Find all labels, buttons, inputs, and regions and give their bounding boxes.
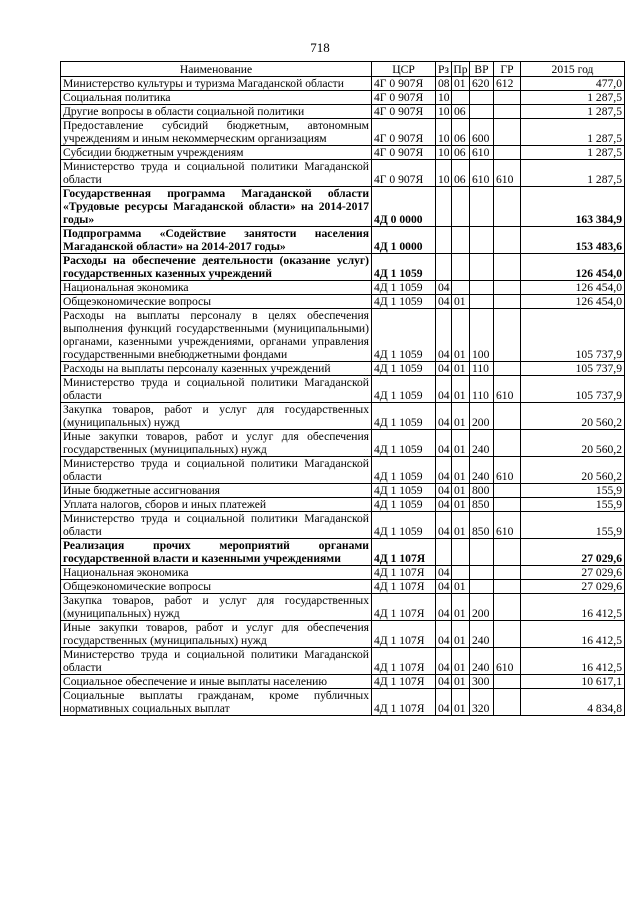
- row-pr-cell: [452, 91, 470, 105]
- row-vr-cell: 240: [470, 648, 494, 675]
- table-row: [61, 146, 625, 160]
- row-csr-cell: 4Д 1 1059: [372, 362, 436, 376]
- row-name-cell: Субсидии бюджетным учреждениям: [61, 146, 372, 160]
- row-pr-cell: 06: [452, 105, 470, 119]
- table-body: [61, 77, 625, 716]
- row-pr-cell: 06: [452, 119, 470, 146]
- row-gr-cell: 610: [494, 648, 521, 675]
- row-vr-cell: 610: [470, 160, 494, 187]
- row-name-cell: Подпрограмма «Содействие занятости населения Магаданской области» на 2014-2017 годы»: [61, 227, 372, 254]
- row-gr-cell: [494, 498, 521, 512]
- row-rz-cell: [436, 539, 452, 566]
- header-pr: Пр: [453, 62, 468, 76]
- table-row: [61, 403, 625, 430]
- row-rz-cell: 04: [436, 566, 452, 580]
- row-vr-cell: [470, 91, 494, 105]
- row-amount-cell: 1 287,5: [521, 119, 625, 146]
- row-amount-cell: 105 737,9: [521, 362, 625, 376]
- row-vr-cell: 200: [470, 594, 494, 621]
- row-gr-cell: [494, 105, 521, 119]
- row-pr-cell: 01: [452, 376, 470, 403]
- row-amount-cell: 16 412,5: [521, 594, 625, 621]
- table-row: [61, 119, 625, 146]
- row-csr-cell: 4Д 1 1059: [372, 403, 436, 430]
- row-vr-cell: 110: [470, 376, 494, 403]
- row-amount-cell: 126 454,0: [521, 281, 625, 295]
- row-gr-cell: [494, 281, 521, 295]
- row-gr-cell: 610: [494, 160, 521, 187]
- row-rz-cell: 10: [436, 146, 452, 160]
- table-row: [61, 594, 625, 621]
- row-amount-cell: 155,9: [521, 498, 625, 512]
- row-name-cell: Национальная экономика: [61, 566, 372, 580]
- row-pr-cell: 06: [452, 160, 470, 187]
- row-pr-cell: 06: [452, 146, 470, 160]
- table-row: [61, 91, 625, 105]
- row-name-cell: Социальная политика: [61, 91, 372, 105]
- row-csr-cell: 4Д 1 107Я: [372, 594, 436, 621]
- row-rz-cell: 04: [436, 621, 452, 648]
- row-pr-cell: 01: [452, 309, 470, 362]
- row-pr-cell: 01: [452, 580, 470, 594]
- row-amount-cell: 1 287,5: [521, 91, 625, 105]
- row-csr-cell: 4Г 0 907Я: [372, 91, 436, 105]
- row-amount-cell: 10 617,1: [521, 675, 625, 689]
- row-name-cell: Министерство труда и социальной политики Магаданской области: [61, 512, 372, 539]
- row-gr-cell: [494, 689, 521, 716]
- row-gr-cell: 610: [494, 512, 521, 539]
- row-name-cell: Министерство труда и социальной политики Магаданской области: [61, 160, 372, 187]
- row-pr-cell: 01: [452, 621, 470, 648]
- table-row: [61, 295, 625, 309]
- row-vr-cell: 300: [470, 675, 494, 689]
- row-pr-cell: 01: [452, 689, 470, 716]
- row-amount-cell: 16 412,5: [521, 648, 625, 675]
- row-vr-cell: 100: [470, 309, 494, 362]
- row-csr-cell: 4Г 0 907Я: [372, 105, 436, 119]
- row-csr-cell: 4Д 1 1059: [372, 254, 436, 281]
- row-csr-cell: 4Д 1 1059: [372, 281, 436, 295]
- row-gr-cell: [494, 254, 521, 281]
- row-pr-cell: 01: [452, 403, 470, 430]
- row-name-cell: Расходы на выплаты персоналу казенных учреждений: [61, 362, 372, 376]
- row-name-cell: Министерство культуры и туризма Магаданской области: [61, 77, 372, 91]
- row-pr-cell: 01: [452, 295, 470, 309]
- header-gr: ГР: [494, 62, 521, 77]
- row-csr-cell: 4Д 1 107Я: [372, 675, 436, 689]
- row-rz-cell: 10: [436, 91, 452, 105]
- table-row: [61, 160, 625, 187]
- row-name-cell: Социальные выплаты гражданам, кроме публичных нормативных социальных выплат: [61, 689, 372, 716]
- row-csr-cell: 4Д 1 1059: [372, 512, 436, 539]
- row-name-cell: Министерство труда и социальной политики Магаданской области: [61, 457, 372, 484]
- row-pr-cell: [452, 281, 470, 295]
- header-name: Наименование: [61, 62, 372, 77]
- row-vr-cell: 240: [470, 430, 494, 457]
- row-pr-cell: 01: [452, 512, 470, 539]
- row-pr-cell: [452, 539, 470, 566]
- table-row: [61, 77, 625, 91]
- row-vr-cell: 240: [470, 621, 494, 648]
- row-rz-cell: 04: [436, 484, 452, 498]
- table-row: [61, 498, 625, 512]
- row-csr-cell: 4Д 1 107Я: [372, 580, 436, 594]
- row-amount-cell: 27 029,6: [521, 539, 625, 566]
- row-name-cell: Расходы на обеспечение деятельности (оказание услуг) государственных казенных учреждений: [61, 254, 372, 281]
- row-vr-cell: [470, 539, 494, 566]
- row-csr-cell: 4Д 1 107Я: [372, 648, 436, 675]
- table-row: [61, 689, 625, 716]
- row-gr-cell: 612: [494, 77, 521, 91]
- row-pr-cell: 01: [452, 77, 470, 91]
- row-gr-cell: [494, 675, 521, 689]
- row-rz-cell: 04: [436, 498, 452, 512]
- row-name-cell: Государственная программа Магаданской области «Трудовые ресурсы Магаданской области» на 2014-2017 годы»: [61, 187, 372, 227]
- row-amount-cell: 477,0: [521, 77, 625, 91]
- row-csr-cell: 4Д 1 1059: [372, 457, 436, 484]
- row-gr-cell: [494, 187, 521, 227]
- header-rz: Рз: [436, 62, 452, 77]
- row-pr-cell: 01: [452, 430, 470, 457]
- row-vr-cell: [470, 580, 494, 594]
- page-number: 718: [310, 40, 330, 55]
- row-amount-cell: 105 737,9: [521, 376, 625, 403]
- header-amount: 2015 год: [521, 62, 625, 77]
- row-name-cell: Общеэкономические вопросы: [61, 580, 372, 594]
- row-csr-cell: 4Г 0 907Я: [372, 146, 436, 160]
- row-amount-cell: 163 384,9: [521, 187, 625, 227]
- row-vr-cell: 800: [470, 484, 494, 498]
- row-vr-cell: [470, 105, 494, 119]
- row-vr-cell: [470, 227, 494, 254]
- table-row: [61, 648, 625, 675]
- row-amount-cell: 20 560,2: [521, 403, 625, 430]
- row-gr-cell: [494, 621, 521, 648]
- row-name-cell: Иные бюджетные ассигнования: [61, 484, 372, 498]
- row-amount-cell: 126 454,0: [521, 254, 625, 281]
- row-gr-cell: [494, 580, 521, 594]
- row-name-cell: Уплата налогов, сборов и иных платежей: [61, 498, 372, 512]
- row-vr-cell: 110: [470, 362, 494, 376]
- table-row: [61, 281, 625, 295]
- row-pr-cell: [452, 566, 470, 580]
- row-vr-cell: 320: [470, 689, 494, 716]
- row-name-cell: Реализация прочих мероприятий органами государственной власти и казенными учреждениями: [61, 539, 372, 566]
- row-rz-cell: 10: [436, 160, 452, 187]
- row-gr-cell: [494, 309, 521, 362]
- row-amount-cell: 20 560,2: [521, 457, 625, 484]
- header-vr: ВР: [470, 62, 494, 77]
- table-row: [61, 376, 625, 403]
- row-vr-cell: [470, 295, 494, 309]
- row-rz-cell: 04: [436, 594, 452, 621]
- row-rz-cell: 04: [436, 281, 452, 295]
- row-rz-cell: [436, 254, 452, 281]
- row-amount-cell: 1 287,5: [521, 105, 625, 119]
- table-row: [61, 187, 625, 227]
- row-vr-cell: [470, 281, 494, 295]
- table-row: [61, 457, 625, 484]
- row-name-cell: Другие вопросы в области социальной политики: [61, 105, 372, 119]
- row-vr-cell: 200: [470, 403, 494, 430]
- row-csr-cell: 4Г 0 907Я: [372, 160, 436, 187]
- row-gr-cell: [494, 566, 521, 580]
- table-row: [61, 362, 625, 376]
- row-amount-cell: 20 560,2: [521, 430, 625, 457]
- row-name-cell: Предоставление субсидий бюджетным, автономным учреждениям и иным некоммерческим организациям: [61, 119, 372, 146]
- row-rz-cell: 10: [436, 105, 452, 119]
- row-pr-cell: 01: [452, 594, 470, 621]
- row-gr-cell: [494, 594, 521, 621]
- row-rz-cell: 04: [436, 376, 452, 403]
- row-pr-cell: 01: [452, 362, 470, 376]
- row-csr-cell: 4Г 0 907Я: [372, 119, 436, 146]
- row-rz-cell: 04: [436, 430, 452, 457]
- row-vr-cell: 850: [470, 498, 494, 512]
- table-row: [61, 675, 625, 689]
- row-rz-cell: 04: [436, 512, 452, 539]
- row-vr-cell: [470, 187, 494, 227]
- row-rz-cell: 04: [436, 457, 452, 484]
- table-row: [61, 580, 625, 594]
- row-rz-cell: 08: [436, 77, 452, 91]
- row-pr-cell: 01: [452, 648, 470, 675]
- row-rz-cell: 10: [436, 119, 452, 146]
- row-csr-cell: 4Д 0 0000: [372, 187, 436, 227]
- header-csr: ЦСР: [372, 62, 436, 77]
- row-rz-cell: 04: [436, 689, 452, 716]
- row-name-cell: Закупка товаров, работ и услуг для государственных (муниципальных) нужд: [61, 594, 372, 621]
- row-name-cell: Социальное обеспечение и иные выплаты населению: [61, 675, 372, 689]
- row-pr-cell: [452, 227, 470, 254]
- row-csr-cell: 4Д 1 107Я: [372, 689, 436, 716]
- row-rz-cell: 04: [436, 403, 452, 430]
- row-pr-cell: 01: [452, 484, 470, 498]
- table-row: [61, 566, 625, 580]
- row-amount-cell: 1 287,5: [521, 146, 625, 160]
- row-name-cell: Министерство труда и социальной политики Магаданской области: [61, 648, 372, 675]
- row-pr-cell: 01: [452, 457, 470, 484]
- row-rz-cell: 04: [436, 648, 452, 675]
- table-row: [61, 254, 625, 281]
- row-name-cell: Иные закупки товаров, работ и услуг для обеспечения государственных (муниципальных) нужд: [61, 621, 372, 648]
- row-name-cell: Министерство труда и социальной политики Магаданской области: [61, 376, 372, 403]
- row-vr-cell: 850: [470, 512, 494, 539]
- row-rz-cell: 04: [436, 309, 452, 362]
- row-csr-cell: 4Г 0 907Я: [372, 77, 436, 91]
- row-gr-cell: 610: [494, 457, 521, 484]
- row-csr-cell: 4Д 1 1059: [372, 376, 436, 403]
- row-csr-cell: 4Д 1 107Я: [372, 566, 436, 580]
- row-gr-cell: 610: [494, 376, 521, 403]
- table-row: [61, 512, 625, 539]
- row-gr-cell: [494, 227, 521, 254]
- row-vr-cell: 600: [470, 119, 494, 146]
- row-pr-cell: 01: [452, 675, 470, 689]
- table-row: [61, 309, 625, 362]
- row-rz-cell: [436, 187, 452, 227]
- row-name-cell: Закупка товаров, работ и услуг для государственных (муниципальных) нужд: [61, 403, 372, 430]
- row-vr-cell: [470, 254, 494, 281]
- row-csr-cell: 4Д 1 1059: [372, 309, 436, 362]
- table-row: [61, 227, 625, 254]
- row-csr-cell: 4Д 1 107Я: [372, 621, 436, 648]
- row-amount-cell: 16 412,5: [521, 621, 625, 648]
- row-gr-cell: [494, 484, 521, 498]
- row-csr-cell: 4Д 1 1059: [372, 498, 436, 512]
- row-pr-cell: [452, 187, 470, 227]
- row-amount-cell: 4 834,8: [521, 689, 625, 716]
- row-gr-cell: [494, 403, 521, 430]
- table-row: [61, 621, 625, 648]
- row-name-cell: Иные закупки товаров, работ и услуг для обеспечения государственных (муниципальных) нужд: [61, 430, 372, 457]
- row-gr-cell: [494, 430, 521, 457]
- row-amount-cell: 105 737,9: [521, 309, 625, 362]
- row-rz-cell: 04: [436, 295, 452, 309]
- row-name-cell: Национальная экономика: [61, 281, 372, 295]
- row-amount-cell: 126 454,0: [521, 295, 625, 309]
- row-gr-cell: [494, 362, 521, 376]
- row-amount-cell: 27 029,6: [521, 580, 625, 594]
- row-gr-cell: [494, 119, 521, 146]
- row-csr-cell: 4Д 1 1059: [372, 430, 436, 457]
- table-row: [61, 430, 625, 457]
- row-csr-cell: 4Д 1 107Я: [372, 539, 436, 566]
- row-name-cell: Расходы на выплаты персоналу в целях обеспечения выполнения функций государственными (муниципальными) органами, казенными учреждениями, органами управления государственными внебюджетными фондами: [61, 309, 372, 362]
- row-pr-cell: [452, 254, 470, 281]
- row-pr-cell: 01: [452, 498, 470, 512]
- row-amount-cell: 27 029,6: [521, 566, 625, 580]
- row-rz-cell: 04: [436, 580, 452, 594]
- row-csr-cell: 4Д 1 0000: [372, 227, 436, 254]
- row-rz-cell: 04: [436, 362, 452, 376]
- row-csr-cell: 4Д 1 1059: [372, 484, 436, 498]
- row-vr-cell: [470, 566, 494, 580]
- header-row: [61, 62, 625, 77]
- row-amount-cell: 155,9: [521, 484, 625, 498]
- row-vr-cell: 620: [470, 77, 494, 91]
- row-vr-cell: 240: [470, 457, 494, 484]
- row-gr-cell: [494, 91, 521, 105]
- row-rz-cell: 04: [436, 675, 452, 689]
- row-amount-cell: 153 483,6: [521, 227, 625, 254]
- row-vr-cell: 610: [470, 146, 494, 160]
- table-row: [61, 484, 625, 498]
- row-gr-cell: [494, 146, 521, 160]
- table-row: [61, 539, 625, 566]
- row-name-cell: Общеэкономические вопросы: [61, 295, 372, 309]
- row-amount-cell: 1 287,5: [521, 160, 625, 187]
- table-row: [61, 105, 625, 119]
- row-amount-cell: 155,9: [521, 512, 625, 539]
- row-gr-cell: [494, 295, 521, 309]
- row-gr-cell: [494, 539, 521, 566]
- row-csr-cell: 4Д 1 1059: [372, 295, 436, 309]
- budget-table: [60, 61, 625, 716]
- row-rz-cell: [436, 227, 452, 254]
